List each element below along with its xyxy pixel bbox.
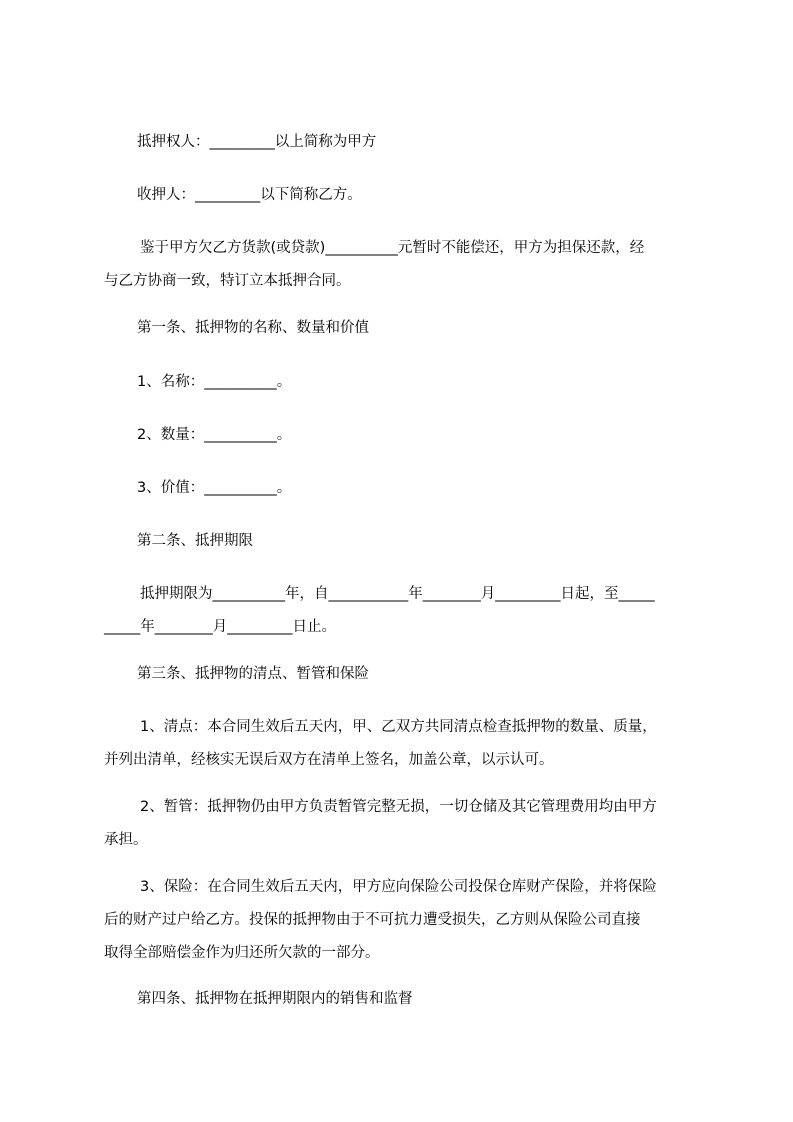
insurance-line-3: 取得全部赔偿金作为归还所欠款的一部分。: [104, 945, 380, 961]
insurance-line-1: 3、保险：在合同生效后五天内，甲方应向保险公司投保仓库财产保险，并将保险: [140, 879, 657, 895]
article-4-heading: [137, 983, 737, 1016]
item-quantity-line: [137, 419, 737, 452]
article-3-title: 第三条、抵押物的清点、暂管和保险: [137, 666, 369, 682]
item-name-text: 1、名称：__________。: [137, 374, 292, 390]
article-3-heading: [137, 658, 737, 691]
item-quantity-text: 2、数量：__________。: [137, 427, 292, 443]
inventory-line-2: 并列出清单，经核实无误后双方在清单上签名，加盖公章，以示认可。: [104, 752, 554, 768]
custody-line-2: 承担。: [104, 832, 148, 848]
pledge-term-line-2: _____年________月_________日止。: [104, 619, 336, 635]
item-value-text: 3、价值：__________。: [137, 480, 292, 496]
pledgor-text: 收押人：_________以下简称乙方。: [137, 187, 362, 203]
item-name-line: [137, 366, 737, 399]
article-1-heading: [137, 312, 737, 345]
article-2-title: 第二条、抵押期限: [137, 533, 253, 549]
preamble-line-1: 鉴于甲方欠乙方货款(或贷款)__________元暂时不能偿还，甲方为担保还款，经: [140, 240, 645, 256]
item-value-line: [137, 472, 737, 505]
inventory-paragraph: [104, 711, 704, 777]
insurance-line-2: 后的财产过户给乙方。投保的抵押物由于不可抗力遭受损失，乙方则从保险公司直接: [104, 912, 641, 928]
insurance-paragraph: [104, 871, 704, 970]
pledgee-line: [137, 126, 737, 159]
inventory-line-1: 1、清点：本合同生效后五天内，甲、乙双方共同清点检查抵押物的数量、质量，: [140, 719, 657, 735]
pledge-term-paragraph: [104, 578, 704, 644]
custody-line-1: 2、暂管：抵押物仍由甲方负责暂管完整无损，一切仓储及其它管理费用均由甲方: [140, 799, 657, 815]
pledgor-line: [137, 179, 737, 212]
preamble-line-2: 与乙方协商一致，特订立本抵押合同。: [104, 273, 351, 289]
article-1-title: 第一条、抵押物的名称、数量和价值: [137, 320, 369, 336]
pledge-term-line-1: 抵押期限为__________年，自___________年________月_________日起，至_____: [140, 586, 655, 602]
custody-paragraph: [104, 791, 704, 857]
preamble-paragraph: [104, 232, 704, 298]
pledgee-text: 抵押权人：_________以上简称为甲方: [137, 134, 377, 150]
article-2-heading: [137, 525, 737, 558]
article-4-title: 第四条、抵押物在抵押期限内的销售和监督: [137, 991, 413, 1007]
